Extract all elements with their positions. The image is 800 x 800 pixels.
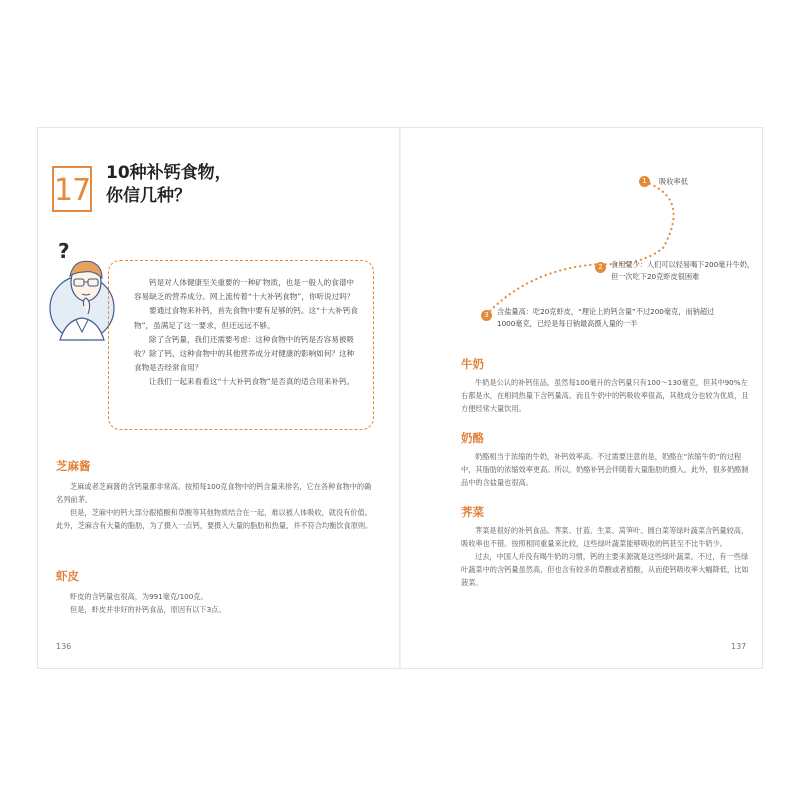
note-number-1: 1 bbox=[639, 176, 650, 187]
section-body-milk bbox=[461, 376, 749, 415]
svg-text:?: ? bbox=[58, 239, 70, 263]
paragraph: 奶酪相当于浓缩的牛奶，补钙效率高。不过需要注意的是，奶酪在“浓缩牛奶”的过程中，其脂肪的浓缩效率更高。所以，奶酪补钙会伴随着大量脂肪的摄入。此外，很多奶酪制品中的含盐量也很高。 bbox=[461, 452, 749, 487]
intro-paragraph: 让我们一起来看看这“十大补钙食物”是否真的适合用来补钙。 bbox=[149, 377, 355, 387]
chapter-number: 17 bbox=[52, 166, 92, 212]
page-number-right: 137 bbox=[731, 642, 747, 651]
section-body-cheese bbox=[461, 450, 749, 489]
chapter-title-line1: 10种补钙食物， bbox=[106, 163, 232, 183]
paragraph: 牛奶是公认的补钙佳品，虽然每100毫升的含钙量只有100～130毫克，但其中90%左右都是水，在相同热量下含钙量高。而且牛奶中的钙吸收率很高，其他成分也较为优质，且方便经常大量饮用。 bbox=[461, 378, 749, 413]
section-body-shepherds-purse bbox=[461, 524, 749, 589]
intro-paragraph: 要通过食物来补钙，首先食物中要有足够的钙。这“十大补钙食物”，虽满足了这一要求，但还远远不够。 bbox=[134, 306, 358, 330]
section-body-shrimp bbox=[56, 590, 376, 616]
paragraph: 过去，中国人并没有喝牛奶的习惯，钙的主要来源就是这些绿叶蔬菜。不过，有一些绿叶蔬菜中的含钙量虽然高，但也含有较多的草酸或者植酸，从而使钙吸收率大幅降低，比如菠菜。 bbox=[461, 552, 749, 587]
paragraph: 荠菜是很好的补钙食品。荠菜、甘蓝、生菜、莴笋叶、圆白菜等绿叶蔬菜含钙量较高，吸收率也不错。按照相同重量来比较，这些绿叶蔬菜能够吸收的钙甚至不比牛奶少。 bbox=[461, 526, 749, 548]
paragraph: 虾皮的含钙量也很高，为991毫克/100克。 bbox=[70, 592, 208, 601]
chapter-title bbox=[106, 162, 366, 208]
paragraph: 芝麻或者芝麻酱的含钙量都非常高。按照每100克食物中的钙含量来排名，它在各种食物中的确名列前茅。 bbox=[56, 482, 372, 504]
note-number-2: 2 bbox=[595, 262, 606, 273]
intro-paragraph: 钙是对人体健康至关重要的一种矿物质，也是一般人的食谱中容易缺乏的营养成分。网上流传着“十大补钙食物”，你听说过吗？ bbox=[134, 278, 355, 302]
section-title-cheese: 奶酪 bbox=[461, 431, 484, 445]
section-title-milk: 牛奶 bbox=[461, 357, 484, 371]
note-text-3: 含盐量高：吃20克虾皮，“理论上的钙含量”不过200毫克，而钠超过1000毫克，已经是每日钠最高摄入量的一半 bbox=[497, 307, 715, 328]
chapter-title-line2: 你信几种？ bbox=[106, 186, 191, 206]
book-gutter bbox=[399, 128, 401, 668]
left-page bbox=[38, 128, 399, 668]
section-body-sesame bbox=[56, 480, 376, 532]
note-text-2: 食用量少：人们可以轻易喝下200毫升牛奶，但一次吃下20克虾皮很困难 bbox=[611, 260, 755, 281]
intro-text bbox=[134, 276, 360, 390]
right-page bbox=[401, 128, 762, 668]
paragraph: 但是，虾皮并非好的补钙食品，原因有以下3点。 bbox=[70, 605, 226, 614]
intro-paragraph: 除了含钙量，我们还需要考虑：这种食物中的钙是否容易被吸收？除了钙，这种食物中的其他营养成分对健康的影响如何？这种食物是否经常食用？ bbox=[134, 334, 355, 373]
paragraph: 但是，芝麻中的钙大部分跟植酸和草酸等其他物质结合在一起，难以被人体吸收，就没有价值。此外，芝麻含有大量的脂肪，为了摄入一点钙，要摄入大量的脂肪和热量，并不符合均衡饮食原则。 bbox=[56, 508, 373, 530]
page-number-left: 136 bbox=[56, 642, 72, 651]
section-title-shepherds-purse: 荠菜 bbox=[461, 505, 484, 519]
note-number-3: 3 bbox=[481, 310, 492, 321]
note-text-1: 吸收率低 bbox=[659, 177, 688, 186]
section-title-shrimp: 虾皮 bbox=[56, 569, 79, 583]
section-title-sesame: 芝麻酱 bbox=[56, 459, 91, 473]
